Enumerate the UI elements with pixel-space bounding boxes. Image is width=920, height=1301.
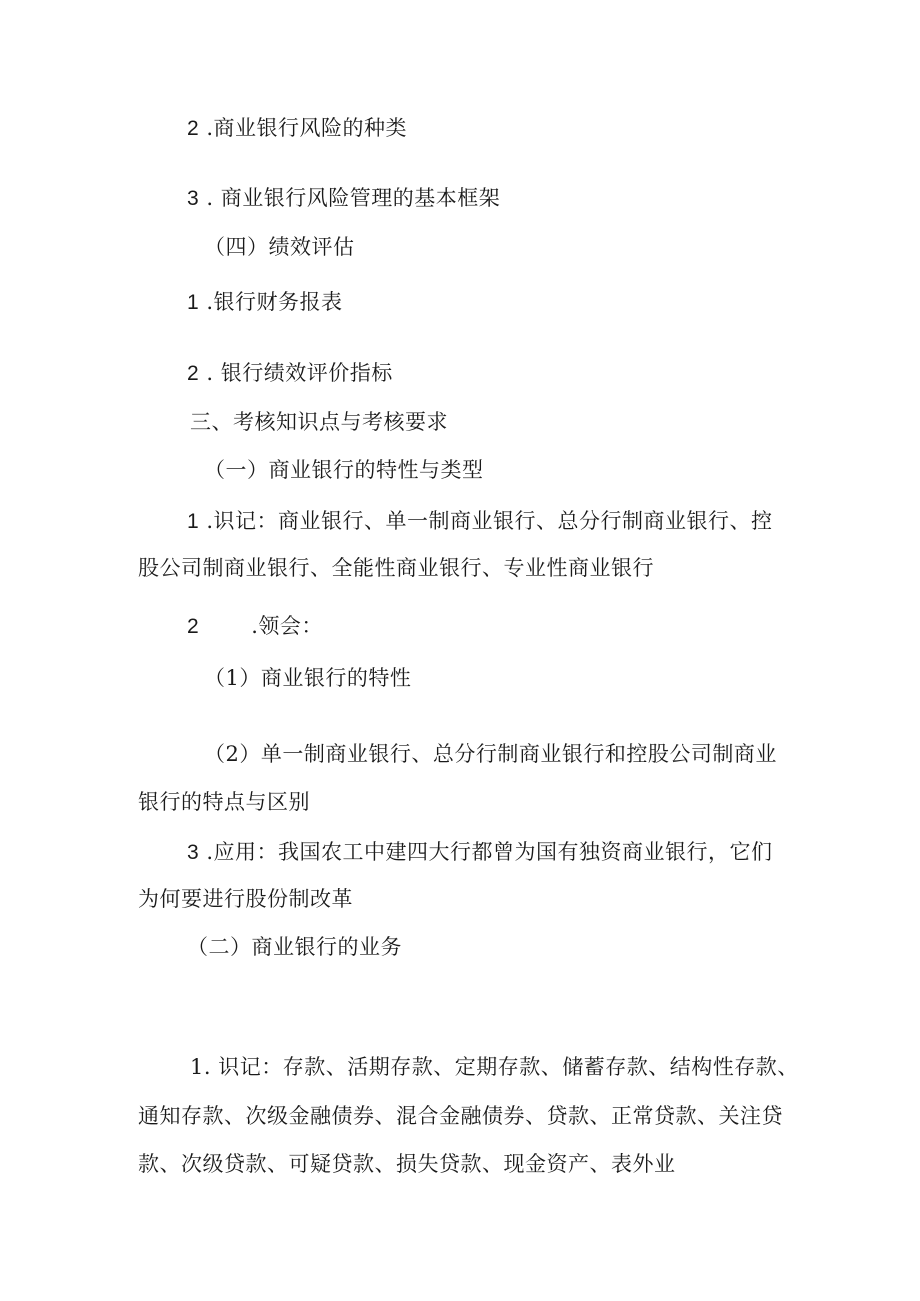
item-text: .应用：我国农工中建四大行都曾为国有独资商业银行，它们 (199, 840, 773, 864)
item-text: （一）商业银行的特性与类型 (204, 458, 484, 482)
text-line-apply-cont (138, 885, 353, 913)
item-text: . 商业银行风险管理的基本框架 (199, 186, 501, 210)
item-number: 2 (187, 615, 200, 638)
text-line-memorize-1 (187, 507, 773, 536)
item-text: 款、次级贷款、可疑贷款、损失贷款、现金资产、表外业 (138, 1152, 676, 1176)
text-line-memorize-2-cont2 (138, 1150, 676, 1178)
text-line-memorize-2 (190, 1053, 799, 1081)
text-line-bank-types-cont (138, 788, 310, 816)
item-text: .银行财务报表 (199, 290, 343, 314)
item-text: 1. 识记：存款、活期存款、定期存款、储蓄存款、结构性存款、 (190, 1055, 799, 1079)
item-number: 2 (187, 117, 200, 140)
section-heading-assessment (190, 408, 448, 436)
text-line-financial-statements (187, 288, 343, 317)
text-line-apply (187, 838, 773, 867)
item-number: 3 (187, 187, 200, 210)
item-text: （2）单一制商业银行、总分行制商业银行和控股公司制商业 (204, 742, 777, 766)
item-text: 股公司制商业银行、全能性商业银行、专业性商业银行 (138, 556, 654, 580)
text-line-risk-framework (187, 184, 500, 213)
item-number: 1 (187, 291, 200, 314)
item-text: 银行的特点与区别 (138, 790, 310, 814)
item-text: （四）绩效评估 (204, 235, 355, 259)
text-line-memorize-1-cont (138, 554, 654, 582)
text-line-characteristics (204, 664, 411, 692)
subsection-heading-characteristics (204, 456, 484, 484)
subsection-heading-business (187, 933, 402, 961)
text-line-bank-types (204, 740, 777, 768)
item-text: 为何要进行股份制改革 (138, 887, 353, 911)
item-text: 通知存款、次级金融债券、混合金融债券、贷款、正常贷款、关注贷 (138, 1104, 783, 1128)
text-line-memorize-2-cont1 (138, 1102, 783, 1130)
item-text: . 银行绩效评价指标 (199, 361, 393, 385)
text-line-comprehend (187, 612, 323, 641)
item-number: 2 (187, 362, 200, 385)
text-line-risk-types (187, 114, 407, 143)
text-line-performance-indicators (187, 359, 393, 388)
section-heading-performance (204, 233, 355, 261)
item-text: .领会： (251, 614, 323, 638)
item-text: （二）商业银行的业务 (187, 935, 402, 959)
item-text: （1）商业银行的特性 (204, 666, 412, 690)
item-number: 1 (187, 510, 200, 533)
item-text: .商业银行风险的种类 (199, 116, 408, 140)
item-text: 三、考核知识点与考核要求 (190, 410, 448, 434)
item-number: 3 (187, 841, 200, 864)
item-text: .识记：商业银行、单一制商业银行、总分行制商业银行、控 (199, 509, 773, 533)
